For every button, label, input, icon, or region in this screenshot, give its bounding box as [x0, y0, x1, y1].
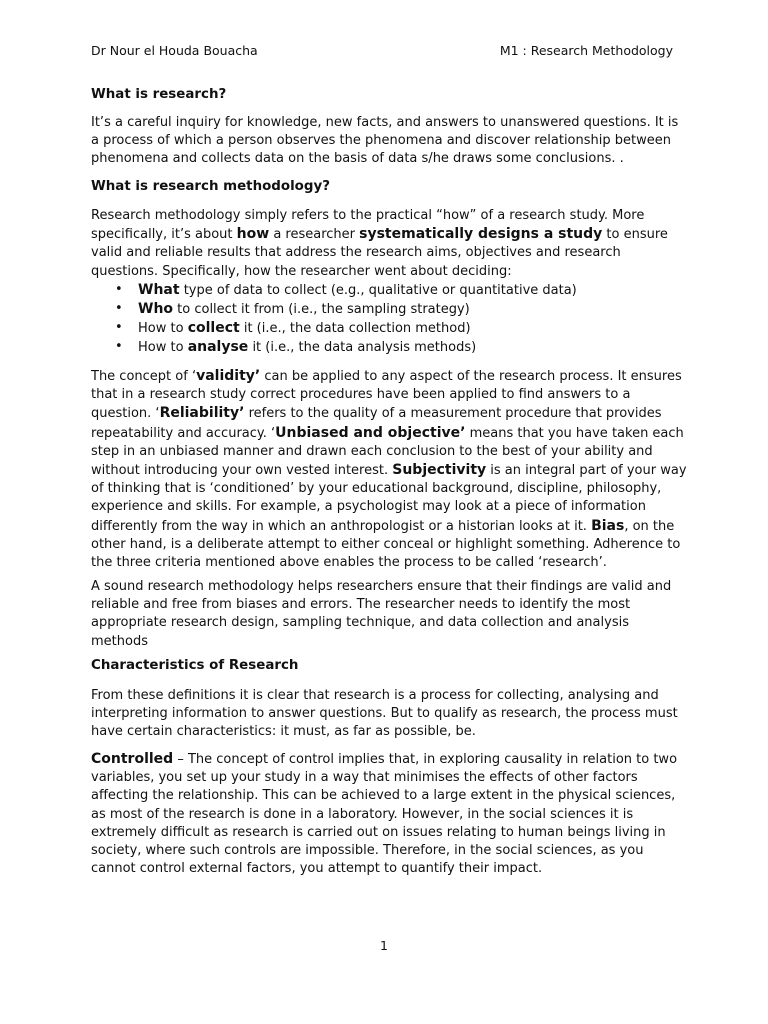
methodology-list: [91, 281, 687, 358]
list-item: • How to analyse it (i.e., the data analysis methods): [91, 338, 687, 357]
header-author: Dr Nour el Houda Bouacha: [91, 43, 258, 58]
paragraph-text: A sound research methodology helps researchers ensure that their findings are valid and reliable and free from biases and errors. The researcher needs to identify the most appropriate research design, sampling technique, and data collection and analysis methods: [91, 579, 672, 649]
list-item: • How to collect it (i.e., the data collection method): [91, 319, 687, 338]
paragraph-text: The concept of ‘validity’ can be applied to any aspect of the research process. It ensures that in a research study correct procedures have been applied to find answers to a question. ‘Reliability’ refers to the quality of a measurement procedure that provides repeatability and accuracy. ‘Unbiased and objective’ means that you have taken each step in an unbiased manner and drawn each conclusion to the best of your ability and without introducing your own vested interest. Subjectivity is an integral part of your way of thinking that is ‘conditioned’ by your educational background, discipline, philosophy, experience and skills. For example, a psychologist may look at a piece of information differently from the way in which an anthropologist or a historian looks at it. Bias, on the other hand, is a deliberate attempt to either conceal or highlight something. Adherence to the three criteria mentioned above enables the process to be called ‘research’.: [91, 368, 687, 571]
paragraph-text: Research methodology simply refers to the practical “how” of a research study. More specifically, it’s about how a researcher systematically designs a study to ensure valid and reliable results that address the research aims, objectives and research questions. Specifically, how the researcher went about deciding:: [91, 208, 668, 279]
paragraph-text: From these definitions it is clear that research is a process for collecting, analysing and interpreting information to answer questions. But to qualify as research, the process must have certain characteristics: it must, as far as possible, be.: [91, 688, 678, 740]
header-course: M1 : Research Methodology: [499, 43, 673, 58]
paragraph-sound-methodology: [91, 578, 687, 651]
heading-what-is-research: What is research?: [91, 87, 227, 102]
heading-characteristics: Characteristics of Research: [91, 658, 299, 673]
paragraph-characteristics: [91, 687, 687, 742]
paragraph-methodology: [91, 207, 687, 358]
list-item: • What type of data to collect (e.g., qualitative or quantitative data): [91, 281, 687, 300]
paragraph-controlled: [91, 750, 687, 878]
heading-research-methodology: What is research methodology?: [91, 179, 330, 194]
paragraph-validity: [91, 367, 687, 572]
list-item: • Who to collect it from (i.e., the sampling strategy): [91, 300, 687, 319]
paragraph-text: It’s a careful inquiry for knowledge, new facts, and answers to unanswered questions. It is a process of which a person observes the phenomena and discover relationship between phenomena and collects data on the basis of data s/he draws some conclusions. .: [91, 115, 679, 167]
paragraph-research-definition: [91, 114, 687, 169]
page-number: 1: [380, 938, 388, 953]
paragraph-text: Controlled – The concept of control implies that, in exploring causality in relation to two variables, you set up your study in a way that minimises the effects of other factors affecting the relationship. This can be achieved to a large extent in the physical sciences, as most of the research is done in a laboratory. However, in the social sciences it is extremely difficult as research is carried out on issues relating to human beings living in society, where such controls are impossible. Therefore, in the social sciences, as you cannot control external factors, you attempt to quantify their impact.: [91, 751, 678, 877]
